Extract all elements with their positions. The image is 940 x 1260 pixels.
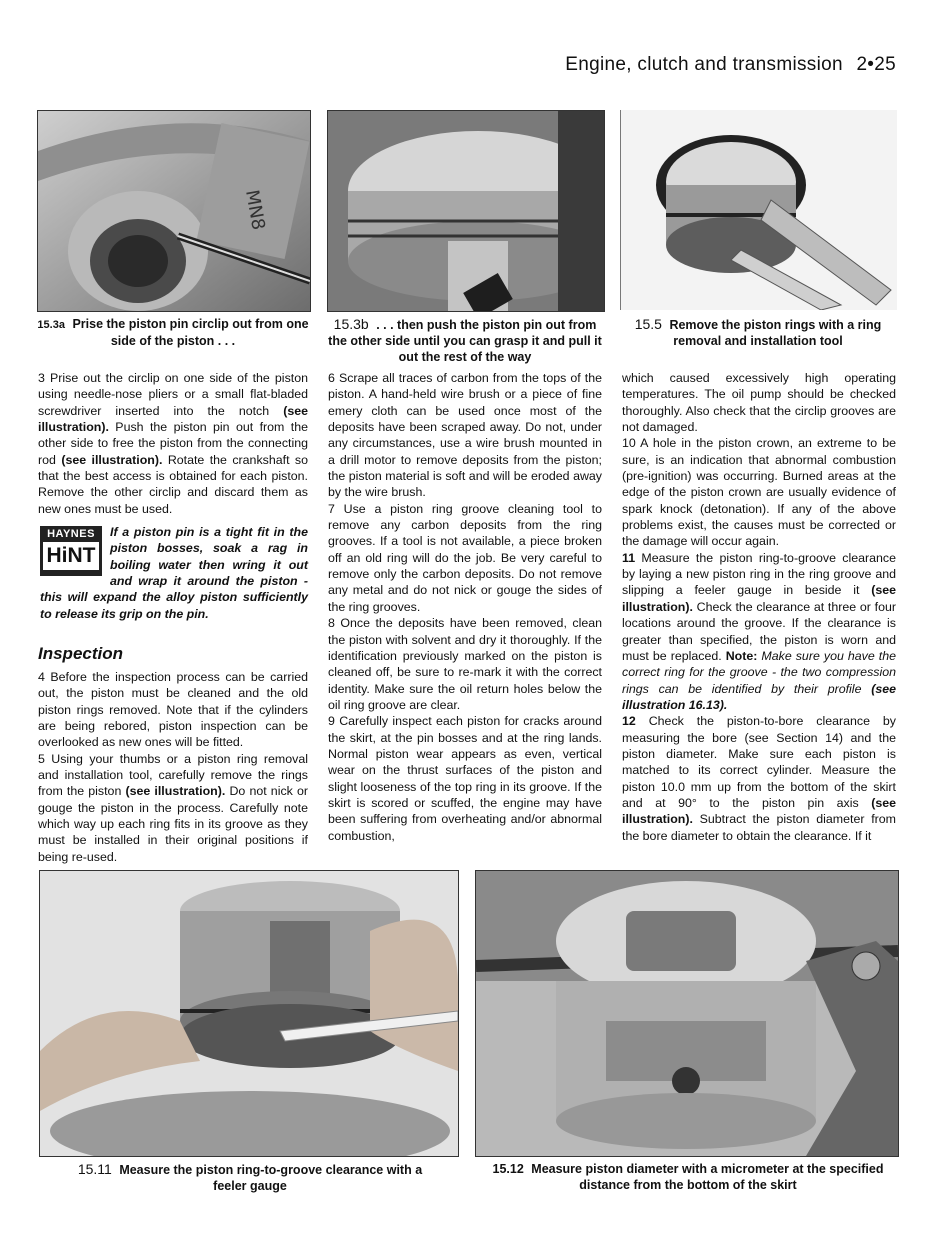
text-column-1	[38, 370, 308, 517]
fig-caption: . . . then push the piston pin out from the other side until you can grasp it and pull it out the rest of the way	[328, 318, 602, 364]
caption-15-3b	[327, 316, 603, 365]
section-heading-inspection: Inspection	[38, 644, 124, 663]
caption-15-11	[60, 1161, 440, 1194]
hint-text: If a piston pin is a tight fit in the piston bosses, soak a rag in boiling water then wring it out and wrap it around the piston - this will expand the alloy piston sufficiently to release its grip on the pin.	[40, 525, 308, 621]
fig-number: 15.11	[77, 1161, 112, 1177]
caption-15-3a	[37, 316, 309, 349]
fig-number: 15.5	[634, 316, 662, 332]
text-column-2	[328, 370, 602, 844]
paragraph-12: 12 Check the piston-to-bore clearance by measuring the bore (see Section 14) and the piston diameter. Make sure each piston is matched to its correct cylinder. Measure the piston 10.0 mm up from the bottom of the skirt and at 90° to the piston pin axis (see illustration). Subtract the piston diameter from the bore diameter to obtain the clearance. If it	[622, 714, 896, 843]
fig-number: 15.3a	[37, 319, 65, 331]
fig-number: 15.3b	[333, 316, 369, 332]
header-title: Engine, clutch and transmission	[565, 54, 843, 75]
haynes-hint-logo: HAYNES HiNT	[40, 526, 102, 576]
page-number: 2•25	[856, 54, 896, 75]
photo-15-3a	[37, 110, 311, 312]
paragraph-10: 10 A hole in the piston crown, an extreme to be sure, is an indication that abnormal combustion (pre-ignition) was occurring. Burned areas at the edge of the piston crown are usually evidence of spark knock (detonation). If any of the above problems exist, the causes must be corrected or the damage will occur again.	[622, 436, 896, 549]
text-column-1-lower	[38, 669, 308, 865]
paragraph-9-cont: which caused excessively high operating temperatures. The oil pump should be checked thoroughly. Also check that the circlip grooves are not damaged.	[622, 371, 896, 435]
photo-15-3b	[327, 110, 605, 312]
running-header	[565, 54, 896, 76]
fig-number: 15.12	[492, 1162, 524, 1176]
fig-caption: Remove the piston rings with a ring removal and installation tool	[669, 318, 882, 348]
fig-caption: Measure the piston ring-to-groove clearance with a feeler gauge	[119, 1163, 423, 1193]
caption-15-12	[478, 1161, 898, 1193]
paragraph-5: 5 Using your thumbs or a piston ring removal and installation tool, carefully remove the rings from the piston (see illustration). Do not nick or gouge the piston in the process. Carefully note which way up each ring fits in its groove as they must be installed in their original positions if being re-used.	[38, 751, 308, 864]
paragraph-3: 3 Prise out the circlip on one side of the piston using needle-nose pliers or a small flat-bladed screwdriver inserted into the notch (see illustration). Push the piston pin out from the other side to free the piston from the connecting rod (see illustration). Rotate the crankshaft so that the best access is obtained for each piston. Remove the other circlip and discard them as new ones must be used.	[38, 371, 308, 516]
haynes-hint-box	[40, 524, 308, 622]
text-column-3	[622, 370, 896, 844]
photo-stamp: MN8	[241, 188, 269, 232]
paragraph-8: 8 Once the deposits have been removed, clean the piston with solvent and dry it thoroughly. If the identification previously marked on the piston is cleaned off, be sure to re-mark it with the correct identity. Make sure the oil return holes below the oil ring groove are clear.	[328, 616, 602, 712]
fig-caption: Measure piston diameter with a micrometer at the specified distance from the bottom of the skirt	[531, 1162, 884, 1192]
paragraph-4: 4 Before the inspection process can be carried out, the piston must be cleaned and the old piston rings removed. Note that if the cylinders are being rebored, piston inspection can be overlooked as new ones will be fitted.	[38, 670, 308, 750]
fig-caption: Prise the piston pin circlip out from one side of the piston . . .	[72, 317, 309, 348]
paragraph-11: 11 Measure the piston ring-to-groove clearance by laying a new piston ring in the ring groove and slipping a feeler gauge in beside it (see illustration). Check the clearance at three or four locations around the groove. If the clearance is greater than specified, the piston is worn and must be replaced. Note: Make sure you have the correct ring for the groove - the two compression rings can be identified by their profile (see illustration 16.13).	[622, 550, 897, 712]
photo-15-12	[475, 870, 899, 1157]
caption-15-5	[620, 316, 896, 349]
photo-15-11	[39, 870, 459, 1157]
paragraph-7: 7 Use a piston ring groove cleaning tool to remove any carbon deposits from the ring grooves. If a tool is not available, a piece broken off an old ring will do the job. Be very careful to remove only the carbon deposits. Do not remove any metal and do not nick or gouge the sides of the ring grooves.	[328, 501, 602, 614]
photo-15-5	[620, 110, 897, 310]
paragraph-9: 9 Carefully inspect each piston for cracks around the skirt, at the pin bosses and at the ring lands. Normal piston wear appears as even, vertical wear on the thrust surfaces of the piston and slight looseness of the top ring in its groove. If the skirt is scored or scuffed, the engine may have been suffering from overheating and/or abnormal combustion,	[328, 714, 602, 843]
paragraph-6: 6 Scrape all traces of carbon from the tops of the piston. A hand-held wire brush or a piece of fine emery cloth can be used once most of the deposits have been scraped away. Do not, under any circumstances, use a wire brush mounted in a drill motor to remove deposits from the piston; the piston material is soft and will be eroded away by the wire brush.	[328, 371, 602, 500]
